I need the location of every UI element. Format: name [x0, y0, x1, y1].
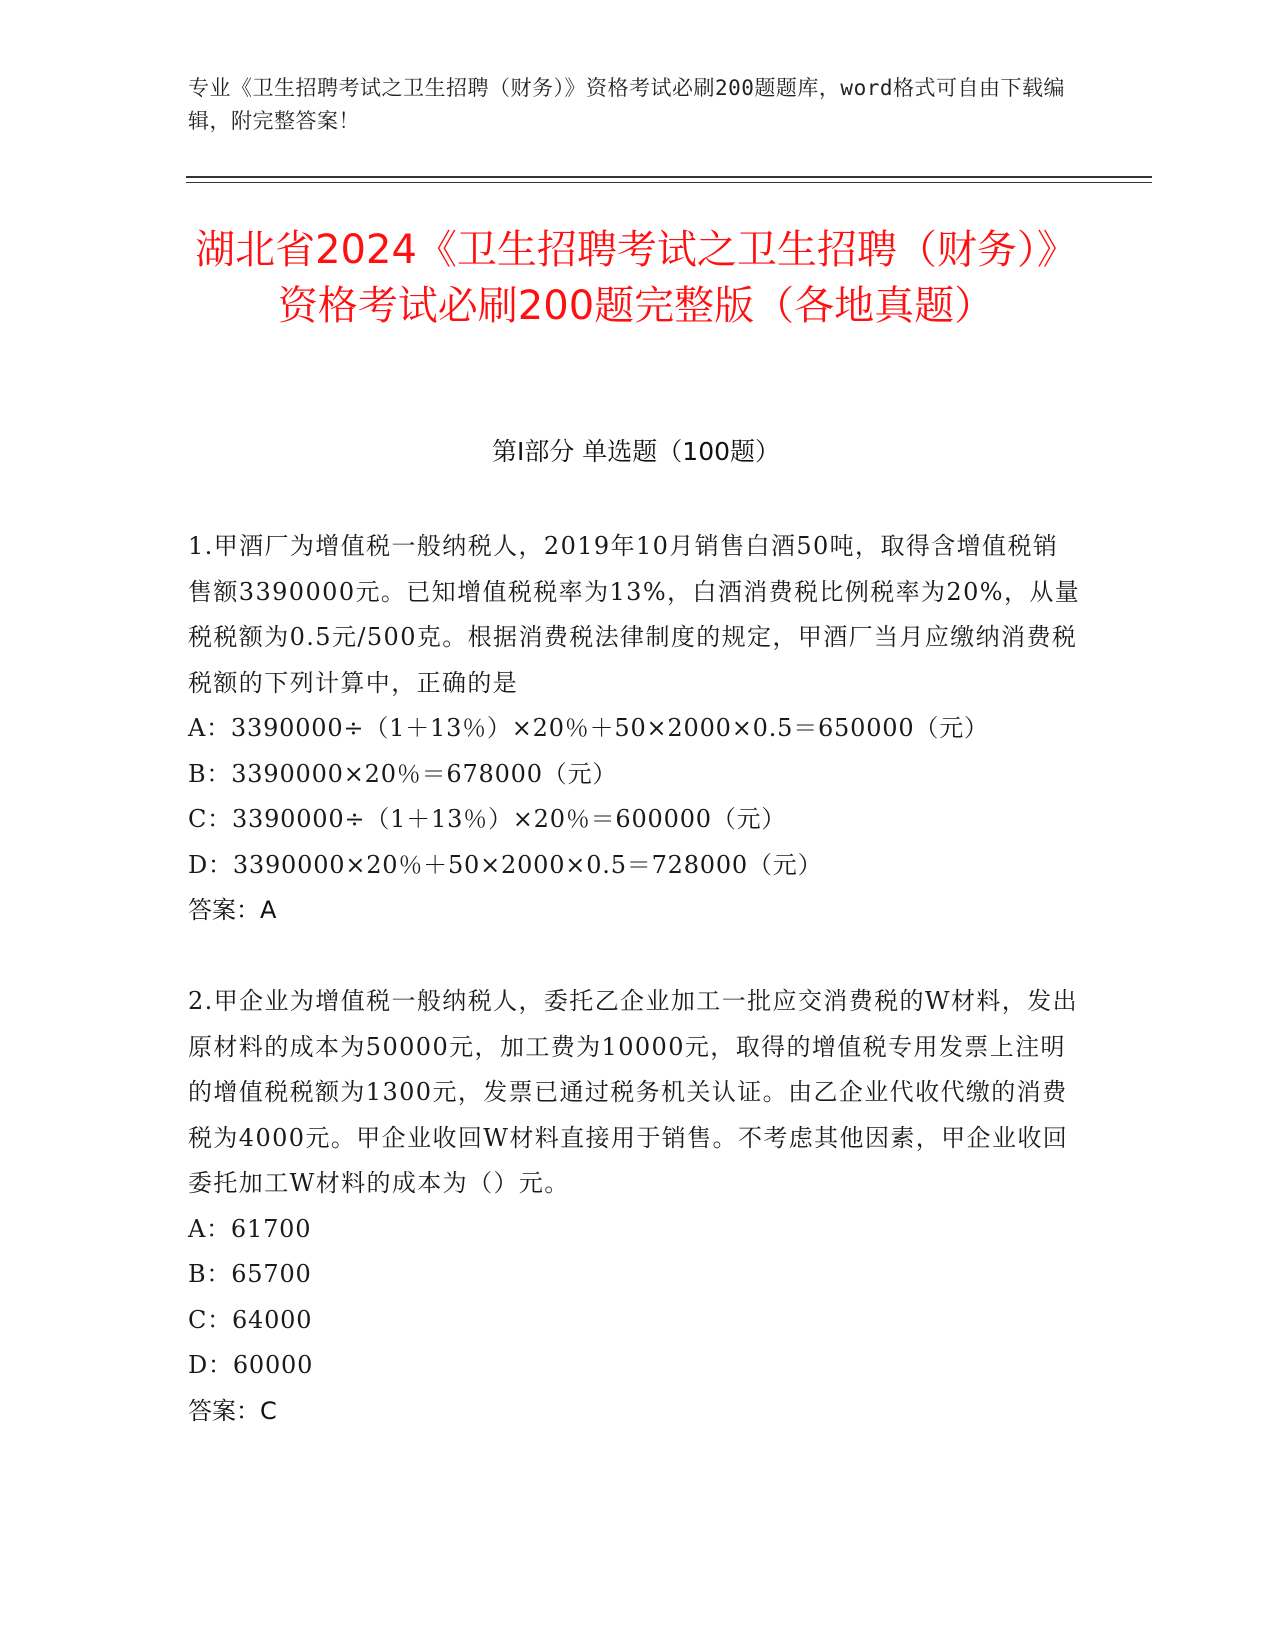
question-2 — [188, 979, 1083, 1434]
option-d: D：3390000×20％＋50×2000×0.5＝728000（元） — [188, 850, 823, 879]
question-stem: 2.甲企业为增值税一般纳税人，委托乙企业加工一批应交消费税的W材料，发出原材料的成本为50000元，加工费为10000元，取得的增值税专用发票上注明的增值税税额为1300元，发票已通过税务机关认证。由乙企业代收代缴的消费税为4000元。甲企业收回W材料直接用于销售。不考虑其他因素，甲企业收回委托加工W材料的成本为（）元。 — [188, 987, 1078, 1197]
option-c: C：64000 — [188, 1305, 313, 1334]
question-1 — [188, 524, 1083, 934]
header-note: 专业《卫生招聘考试之卫生招聘（财务）》资格考试必刷200题题库，word格式可自由下载编辑，附完整答案！ — [188, 76, 1065, 133]
header-divider-thin — [186, 182, 1152, 183]
question-stem: 1.甲酒厂为增值税一般纳税人，2019年10月销售白酒50吨，取得含增值税销售额3390000元。已知增值税税率为13%，白酒消费税比例税率为20%，从量税税额为0.5元/500克。根据消费税法律制度的规定，甲酒厂当月应缴纳消费税税额的下列计算中，正确的是 — [188, 532, 1081, 697]
document-title: 湖北省2024《卫生招聘考试之卫生招聘（财务）》资格考试必刷200题完整版（各地真题） — [195, 227, 1077, 329]
answer-line: 答案：C — [188, 1396, 277, 1425]
option-c: C：3390000÷（1＋13％）×20％＝600000（元） — [188, 805, 787, 833]
option-b: B：3390000×20％＝678000（元） — [188, 759, 618, 788]
answer-line: 答案：A — [188, 896, 277, 924]
option-d: D：60000 — [188, 1351, 314, 1379]
header-divider-thick — [186, 176, 1152, 178]
option-a: A：3390000÷（1＋13％）×20％＋50×2000×0.5＝650000（元） — [188, 714, 989, 742]
section-heading: 第Ⅰ部分 单选题（100题） — [491, 437, 781, 466]
option-a: A：61700 — [188, 1214, 312, 1243]
option-b: B：65700 — [188, 1260, 312, 1288]
